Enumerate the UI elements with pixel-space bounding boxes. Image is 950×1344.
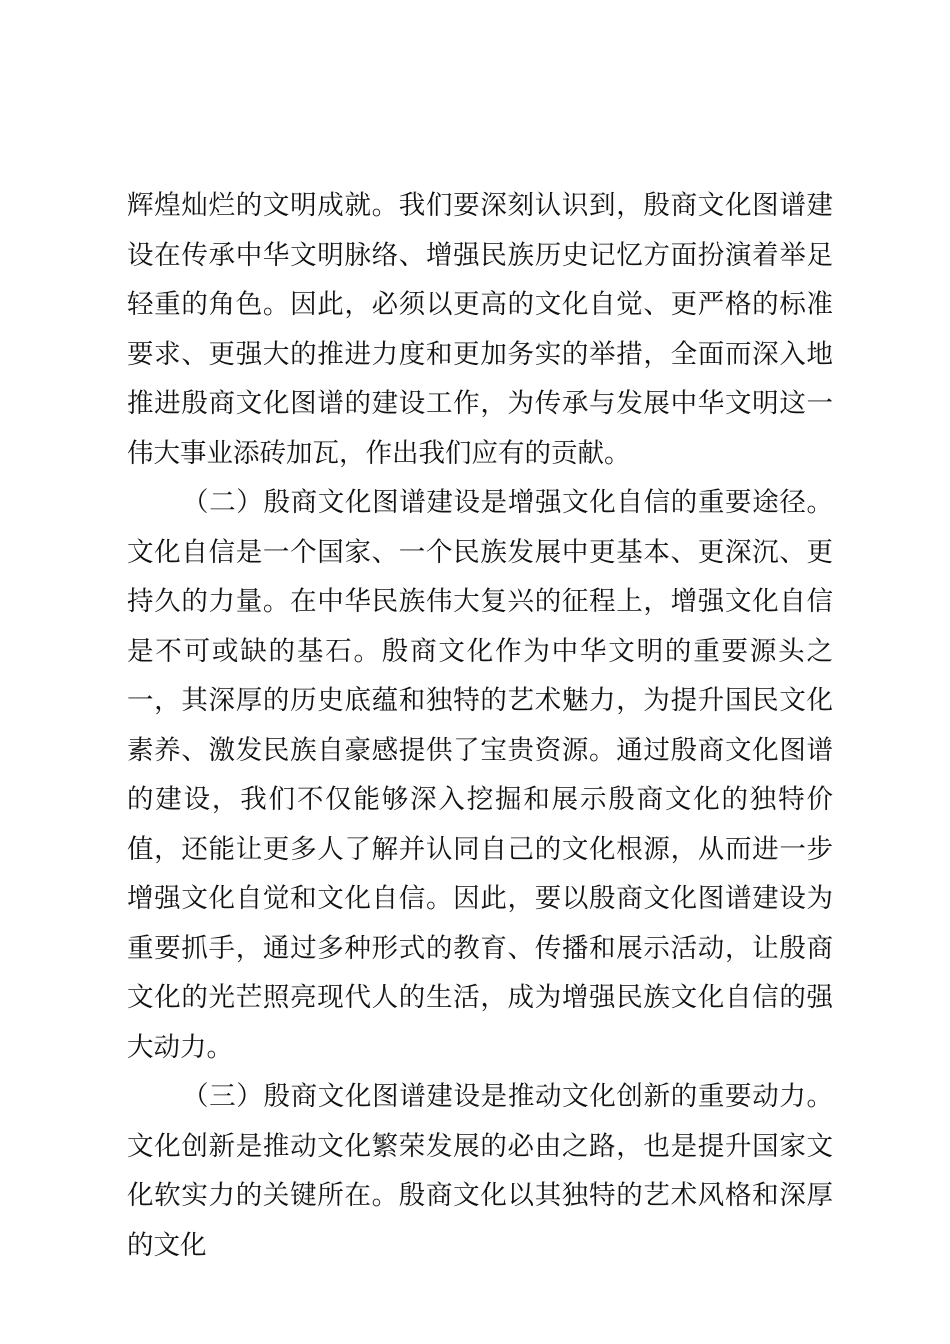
paragraph-continuation: 辉煌灿烂的文明成就。我们要深刻认识到，殷商文化图谱建设在传承中华文明脉络、增强民族历史记忆方面扮演着举足轻重的角色。因此，必须以更高的文化自觉、更严格的标准要求、更强大的推进力度和更加务实的举措，全面而深入地推进殷商文化图谱的建设工作，为传承与发展中华文明这一伟大事业添砖加瓦，作出我们应有的贡献。 (127, 190, 833, 469)
document-body (127, 181, 833, 1270)
paragraph-section-three: （三）殷商文化图谱建设是推动文化创新的重要动力。文化创新是推动文化繁荣发展的必由之路，也是提升国家文化软实力的关键所在。殷商文化以其独特的艺术风格和深厚的文化 (127, 1081, 833, 1261)
paragraph-section-two: （二）殷商文化图谱建设是增强文化自信的重要途径。文化自信是一个国家、一个民族发展中更基本、更深沉、更持久的力量。在中华民族伟大复兴的征程上，增强文化自信是不可或缺的基石。殷商文化作为中华文明的重要源头之一，其深厚的历史底蕴和独特的艺术魅力，为提升国民文化素养、激发民族自豪感提供了宝贵资源。通过殷商文化图谱的建设，我们不仅能够深入挖掘和展示殷商文化的独特价值，还能让更多人了解并认同自己的文化根源，从而进一步增强文化自觉和文化自信。因此，要以殷商文化图谱建设为重要抓手，通过多种形式的教育、传播和展示活动，让殷商文化的光芒照亮现代人的生活，成为增强民族文化自信的强大动力。 (127, 487, 833, 1063)
